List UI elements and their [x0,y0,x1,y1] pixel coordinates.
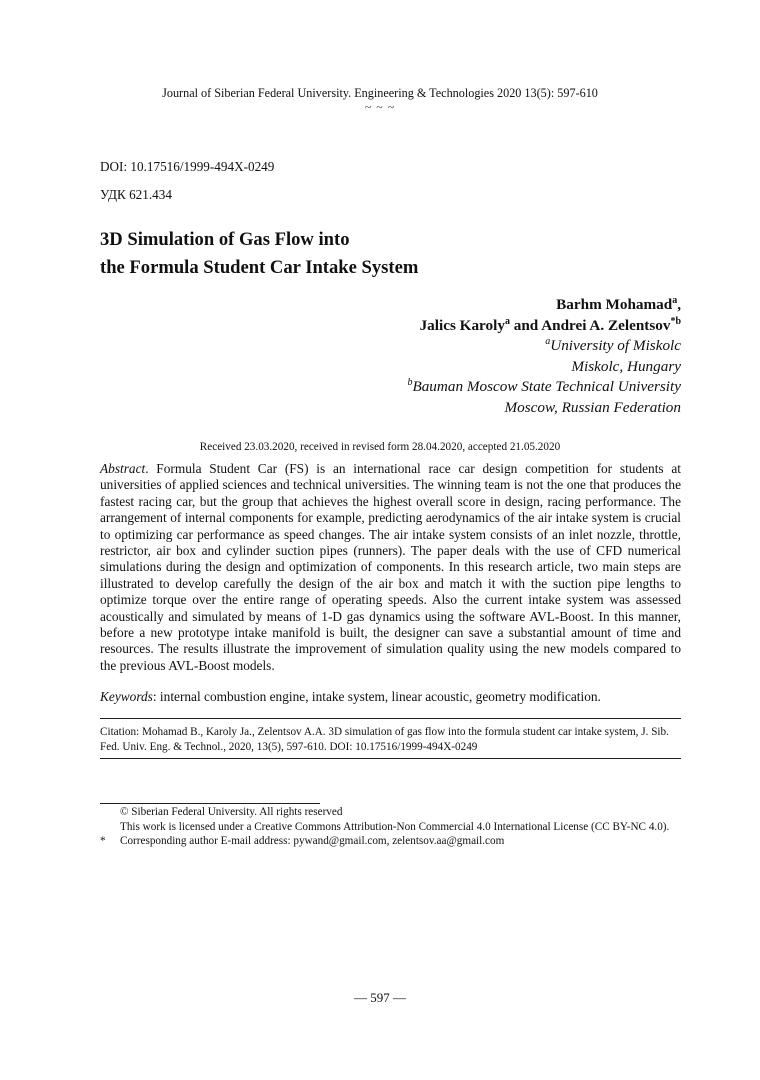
paper-title-line1: 3D Simulation of Gas Flow into [100,229,350,250]
author-and: and [509,316,542,334]
keywords-label: Keywords [100,689,153,704]
received-dates: Received 23.03.2020, received in revised form 28.04.2020, accepted 21.05.2020 [199,441,561,453]
author-2-sup: a [504,315,510,327]
author-block [407,295,681,418]
author-3-sup: *b [670,315,681,327]
paper-title-line2: the Formula Student Car Intake System [100,257,419,278]
doi: DOI: 10.17516/1999-494X-0249 [100,159,275,174]
citation: Citation: Mohamad B., Karoly Ja., Zelentsov A.A. 3D simulation of gas flow into the formula student car intake system, J. Sib. Fed. Univ. Eng. & Technol., 2020, 13(5), 597-610. DOI: 10.17516/1999-494X-0249 [100,726,669,753]
corresponding-mark: * [100,835,106,847]
affiliation-b-line2: Moscow, Russian Federation [504,398,681,416]
footnote-rule [100,803,320,804]
affiliation-a-line2: Miskolc, Hungary [571,357,681,375]
abstract-label: Abstract [100,461,146,476]
citation-bottom-rule [100,758,681,759]
copyright-text: © Siberian Federal University. All rights reserved [120,806,343,818]
affiliation-b-sup: b [407,376,413,388]
citation-top-rule [100,718,681,719]
corresponding-text: Corresponding author E-mail address: pywand@gmail.com, zelentsov.aa@gmail.com [120,835,505,847]
author-1-comma: , [677,296,681,313]
journal-header: Journal of Siberian Federal University. Engineering & Technologies 2020 13(5): 597-610 [162,86,598,100]
license-text: This work is licensed under a Creative Commons Attribution-Non Commercial 4.0 International License (CC BY-NC 4.0). [120,821,670,833]
page-number: — 597 — [354,990,406,1005]
affiliation-a-sup: a [545,335,551,347]
author-3: Andrei A. Zelentsov [541,316,671,334]
author-1-sup: a [672,294,678,306]
footnote-copyright [100,805,700,820]
udk: УДК 621.434 [100,187,172,202]
affiliation-b-line1 [407,377,681,398]
author-2: Jalics Karoly [419,316,505,334]
abstract [100,461,681,674]
keywords [100,689,681,705]
header-ornament: ~ ~ ~ [364,100,396,114]
footnote-license [100,820,700,835]
footnote-corresponding [100,834,700,849]
abstract-text: . Formula Student Car (FS) is an international race car design competition for students at universities of applied sciences and technical universities. The winning team is not the one that produces the fastest racing car, but the group that achieves the highest overall score in design, racing performance. The arrangement of internal components for example, predicting aerodynamics of the air intake system is crucial to optimizing car performance as speed changes. The air intake system consists of an inlet nozzle, throttle, restrictor, air box and cylinder suction pipes (runners). The paper deals with the use of CFD numerical simulations during the design and optimization of components. In this research article, two main steps are illustrated to develop carefully the design of the air box and match it with the suction pipe lengths to optimize torque over the entire range of operating speeds. Also the current intake system was assessed acoustically and simulated by means of 1-D gas dynamics using the software AVL-Boost. In this manner, before a new prototype intake manifold is built, the designer can save a substantial amount of time and resources. The results illustrate the improvement of simulation quality using the new models compared to the previous AVL-Boost models. [100,461,681,673]
affiliation-a-name: University of Miskolc [550,337,681,354]
author-1: Barhm Mohamad [556,296,673,313]
keywords-text: : internal combustion engine, intake system, linear acoustic, geometry modification. [152,689,601,704]
affiliation-b-name: Bauman Moscow State Technical University [412,378,681,395]
affiliation-a-line1 [407,336,681,357]
paper-title [100,226,418,282]
author-line1 [407,295,681,316]
author-line2 [407,316,681,337]
